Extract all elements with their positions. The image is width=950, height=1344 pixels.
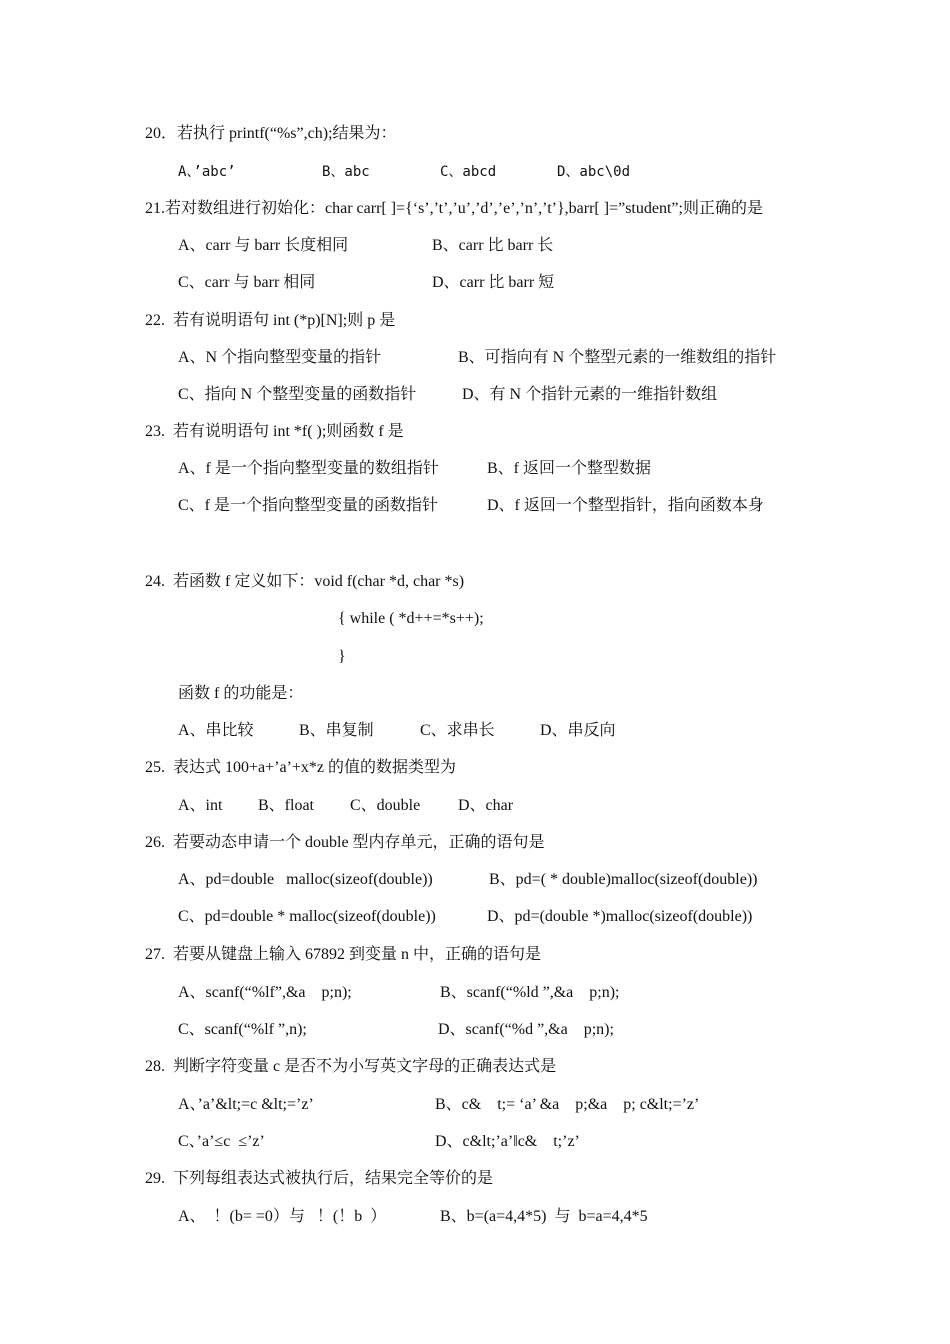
question-20-stem: 20．若执行 printf(“%s”,ch);结果为： [145, 125, 397, 142]
question-22-stem: 22. 若有说明语句 int (*p)[N];则 p 是 [145, 312, 396, 329]
question-26-option-b: B、pd=( * double)malloc(sizeof(double)) [489, 871, 758, 888]
question-28-option-a: A、’a’&lt;=c &lt;=’z’ [178, 1096, 314, 1113]
question-21-option-c: C、carr 与 barr 相同 [178, 274, 316, 291]
question-27-option-d: D、scanf(“%d ”,&a p;n); [438, 1021, 614, 1038]
question-24-option-c: C、求串长 [420, 722, 495, 739]
question-21-option-a: A、carr 与 barr 长度相同 [178, 237, 349, 254]
question-24-code-line-2: } [338, 648, 346, 665]
question-28-option-d: D、c&lt;’a’‖c& t;’z’ [435, 1133, 580, 1150]
question-26-stem: 26. 若要动态申请一个 double 型内存单元，正确的语句是 [145, 834, 545, 851]
question-29-option-b: B、b=(a=4,4*5) 与 b=a=4,4*5 [440, 1208, 648, 1225]
question-25-option-b: B、float [258, 797, 314, 814]
question-22-option-d: D、有 N 个指针元素的一维指针数组 [462, 386, 718, 403]
question-28-option-b: B、c& t;= ‘a’ &a p;&a p; c&lt;=’z’ [435, 1096, 700, 1113]
question-21-option-b: B、carr 比 barr 长 [432, 237, 554, 254]
question-28-stem: 28. 判断字符变量 c 是否不为小写英文字母的正确表达式是 [145, 1058, 557, 1075]
question-25-option-c: C、double [350, 797, 421, 814]
question-24-code-line-1: { while ( *d++=*s++); [338, 610, 484, 627]
question-24-prompt: 函数 f 的功能是： [178, 685, 304, 702]
question-23-option-c: C、f 是一个指向整型变量的函数指针 [178, 497, 439, 514]
question-23-option-a: A、f 是一个指向整型变量的数组指针 [178, 460, 439, 477]
question-25-option-a: A、int [178, 797, 223, 814]
question-21-stem: 21.若对数组进行初始化：char carr[ ]={‘s’,’t’,’u’,’d’,’e’,’n’,’t’},barr[ ]=”student”;则正确的是 [145, 200, 763, 217]
question-28-option-c: C、’a’≤c ≤’z’ [178, 1133, 265, 1150]
question-20-option-c: C、abcd [440, 164, 497, 180]
question-22-option-c: C、指向 N 个整型变量的函数指针 [178, 386, 417, 403]
question-21-option-d: D、carr 比 barr 短 [432, 274, 555, 291]
question-22-option-b: B、可指向有 N 个整型元素的一维数组的指针 [458, 349, 777, 366]
question-26-option-d: D、pd=(double *)malloc(sizeof(double)) [487, 908, 753, 925]
question-20-option-b: B、abc [322, 164, 370, 180]
question-29-option-a: A、 ！(b= =0）与 ！(！b ） [178, 1208, 387, 1225]
question-24-option-b: B、串复制 [299, 722, 374, 739]
question-20-option-d: D、abc\0d [557, 164, 631, 180]
question-23-stem: 23. 若有说明语句 int *f( );则函数 f 是 [145, 423, 404, 440]
question-22-option-a: A、N 个指向整型变量的指针 [178, 349, 382, 366]
question-26-option-a: A、pd=double malloc(sizeof(double)) [178, 871, 433, 888]
question-23-option-b: B、f 返回一个整型数据 [487, 460, 652, 477]
question-24-option-a: A、串比较 [178, 722, 254, 739]
question-24-option-d: D、串反向 [540, 722, 616, 739]
question-27-option-c: C、scanf(“%lf ”,n); [178, 1021, 307, 1038]
question-27-option-b: B、scanf(“%ld ”,&a p;n); [440, 984, 620, 1001]
question-27-option-a: A、scanf(“%lf”,&a p;n); [178, 984, 352, 1001]
question-26-option-c: C、pd=double * malloc(sizeof(double)) [178, 908, 436, 925]
question-24-stem: 24. 若函数 f 定义如下：void f(char *d, char *s) [145, 573, 465, 590]
question-27-stem: 27. 若要从键盘上输入 67892 到变量 n 中，正确的语句是 [145, 946, 542, 963]
question-25-option-d: D、char [458, 797, 514, 814]
question-23-option-d: D、f 返回一个整型指针，指向函数本身 [487, 497, 764, 514]
question-25-stem: 25. 表达式 100+a+’a’+x*z 的值的数据类型为 [145, 759, 457, 776]
question-20-option-a: A、’abc’ [178, 164, 236, 180]
question-29-stem: 29. 下列每组表达式被执行后，结果完全等价的是 [145, 1170, 494, 1187]
